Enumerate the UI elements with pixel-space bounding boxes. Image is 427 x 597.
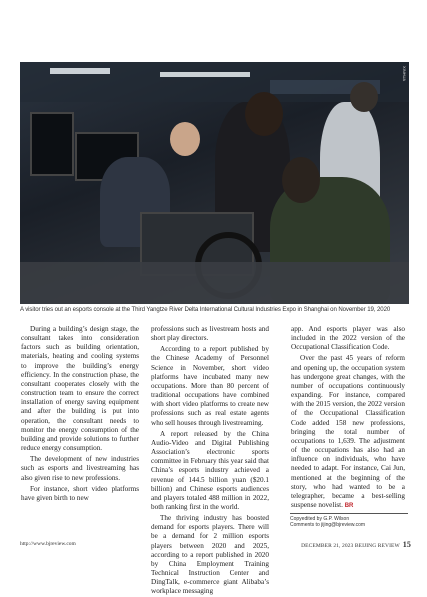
paragraph-text: Over the past 45 years of reform and opening up, the occupation system has undergone great changes, with the number of occupations continuously expanding. For instance, compared with the 2015 version, the 2022 version of the Occupational Classification Code added 158 new professions, bringing the total number of occupations to 1,639. The adjustment of the occupations has also had an influence on individuals, who have needed to adapt. For instance, Cai Jun, mentioned at the beginning of the story, who had wanted to be a telegrapher, became a best-selling suspense novelist.	[291, 354, 405, 509]
footer-url[interactable]: http://www.bjreview.com	[20, 541, 76, 547]
paragraph	[291, 354, 405, 511]
paragraph: According to a report published by the Chinese Academy of Personnel Science in November, short video platforms have incubated many new occupations. More than 80 percent of traditional occupations have combined with short video platforms to create new professions such as real estate agents who sell houses through livestreaming.	[151, 345, 269, 427]
copyeditor: Copyedited by G.P. Wilson	[290, 516, 350, 522]
paragraph: The development of new industries such as esports and livestreaming has also given rise to new professions.	[21, 455, 139, 482]
article-column-2	[151, 325, 269, 597]
paragraph: app. And esports player was also included in the 2022 version of the Occupational Classification Code.	[291, 325, 405, 352]
article-column-3	[291, 325, 405, 511]
page-number: 15	[402, 540, 411, 549]
paragraph: During a building’s design stage, the consultant takes into consideration factors such as building orientation, materials, heating and cooling systems to improve the building’s energy efficiency. In the construction phase, the consultant cooperates closely with the construction team to ensure the correct installation of energy saving equipment and after the building is put into operation, the consultant needs to monitor the energy consumption of the building and provide solutions to further reduce energy consumption.	[21, 325, 139, 453]
photo-credit: XINHUA	[402, 66, 407, 82]
comments-email[interactable]: Comments to jijing@bjreview.com	[290, 522, 366, 528]
copyedit-note	[290, 513, 408, 528]
issue-text: DECEMBER 21, 2023 BEIJING REVIEW	[301, 543, 400, 549]
paragraph: For instance, short video platforms have given birth to new	[21, 484, 139, 502]
paragraph: professions such as livestream hosts and short play directors.	[151, 325, 269, 343]
paragraph: The thriving industry has boosted demand for esports players. There will be a demand for 2 million esports players between 2020 and 2025, according to a report published in 2020 by China Employment Training Technical Instruction Center and DingTalk, e-commerce giant Alibaba’s workplace messaging	[151, 514, 269, 596]
end-mark: BR	[344, 502, 354, 509]
article-column-1	[21, 325, 139, 503]
paragraph: A report released by the China Audio-Video and Digital Publishing Association’s electronic sports committee in February this year said that China’s esports industry achieved a revenue of 144.5 billion yuan ($20.1 billion) and Chinese esports audiences and players totaled 488 million in 2022, both ranking first in the world.	[151, 429, 269, 511]
photo-caption: A visitor tries out an esports console at the Third Yangtze River Delta International Cultural Industries Expo in Shanghai on November 19, 2020	[20, 306, 391, 313]
article-photo	[20, 62, 409, 304]
footer-issue	[301, 540, 411, 549]
